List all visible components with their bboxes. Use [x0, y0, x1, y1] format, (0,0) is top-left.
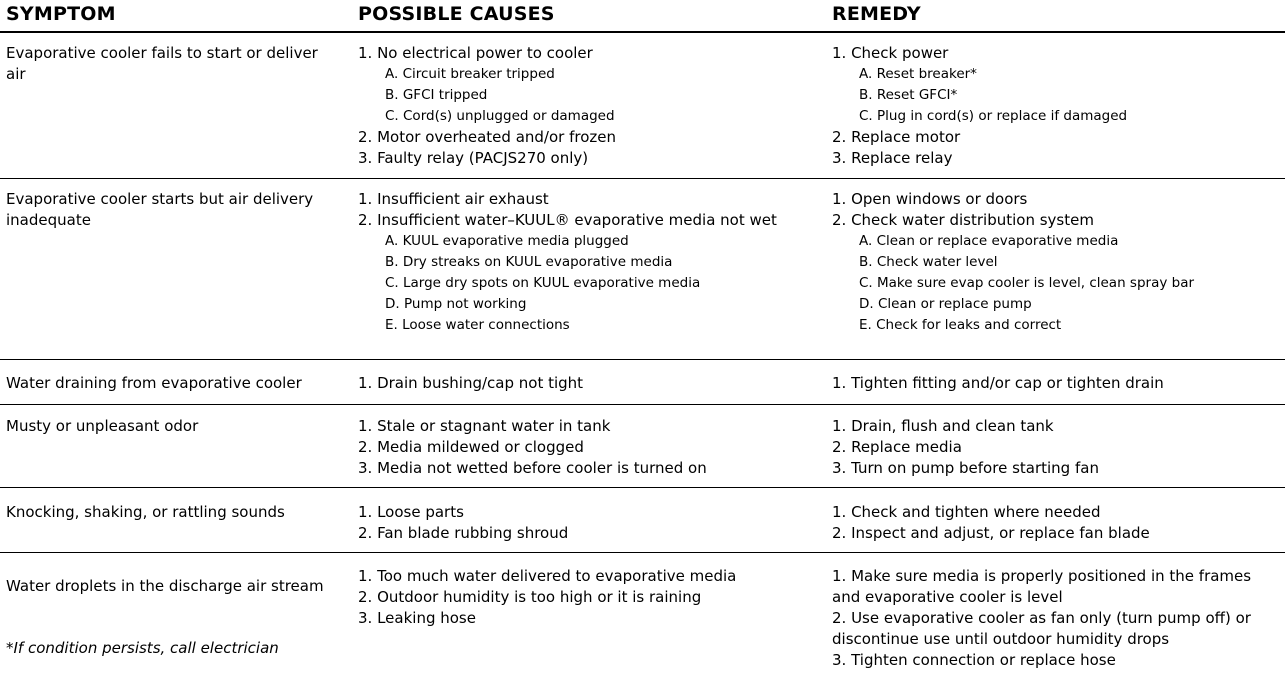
- causes-cell: [352, 43, 826, 169]
- remedy-line: 3. Tighten connection or replace hose: [832, 651, 1116, 669]
- remedy-line: 1. Check and tighten where needed: [832, 503, 1101, 521]
- cause-line: 1. No electrical power to cooler: [358, 44, 593, 62]
- remedy-line: 2. Replace motor: [832, 128, 961, 146]
- cause-line: 1. Too much water delivered to evaporative media: [358, 567, 737, 585]
- cause-line: C. Cord(s) unplugged or damaged: [385, 108, 615, 124]
- cause-line: 2. Fan blade rubbing shroud: [358, 524, 569, 542]
- symptom-cell: [0, 43, 352, 169]
- remedy-line: 1. Drain, flush and clean tank: [832, 417, 1054, 435]
- remedy-line: A. Reset breaker*: [859, 66, 977, 82]
- table-row: [0, 360, 1285, 405]
- symptom-text: Evaporative cooler starts but air delivery inadequate: [6, 190, 314, 229]
- cause-line: 1. Stale or stagnant water in tank: [358, 417, 611, 435]
- cause-line: D. Pump not working: [385, 296, 527, 312]
- remedy-line: 2. Use evaporative cooler as fan only (turn pump off) or discontinue use until outdoor humidity drops: [832, 609, 1251, 648]
- table-row: [0, 33, 1285, 179]
- remedy-line: 1. Tighten fitting and/or cap or tighten drain: [832, 374, 1164, 392]
- causes-cell: [352, 502, 826, 544]
- remedy-line: C. Make sure evap cooler is level, clean spray bar: [859, 275, 1195, 291]
- cause-line: 3. Leaking hose: [358, 609, 476, 627]
- column-header-symptom: SYMPTOM: [6, 3, 116, 25]
- cause-line: 3. Media not wetted before cooler is turned on: [358, 459, 707, 477]
- symptom-text: Knocking, shaking, or rattling sounds: [6, 503, 285, 521]
- table-row: [0, 488, 1285, 553]
- cause-line: B. GFCI tripped: [385, 87, 488, 103]
- remedy-line: 1. Open windows or doors: [832, 190, 1028, 208]
- symptom-cell: [0, 416, 352, 479]
- table-body: [0, 33, 1285, 674]
- footnote: *If condition persists, call electrician: [6, 639, 279, 657]
- remedy-line: 2. Check water distribution system: [832, 211, 1094, 229]
- remedy-cell: [826, 43, 1285, 169]
- cause-line: C. Large dry spots on KUUL evaporative media: [385, 275, 701, 291]
- remedy-line: E. Check for leaks and correct: [859, 317, 1062, 333]
- column-header-possible-causes: POSSIBLE CAUSES: [358, 3, 555, 25]
- cause-line: 2. Media mildewed or clogged: [358, 438, 584, 456]
- cause-line: 2. Outdoor humidity is too high or it is raining: [358, 588, 702, 606]
- remedy-cell: [826, 189, 1285, 336]
- remedy-line: A. Clean or replace evaporative media: [859, 233, 1119, 249]
- symptom-text: Musty or unpleasant odor: [6, 417, 199, 435]
- cause-line: A. KUUL evaporative media plugged: [385, 233, 629, 249]
- cause-line: 2. Motor overheated and/or frozen: [358, 128, 616, 146]
- remedy-line: 1. Make sure media is properly positioned in the frames and evaporative cooler is level: [832, 567, 1252, 606]
- cause-line: 2. Insufficient water–KUUL® evaporative media not wet: [358, 211, 777, 229]
- cause-line: B. Dry streaks on KUUL evaporative media: [385, 254, 673, 270]
- remedy-line: D. Clean or replace pump: [859, 296, 1032, 312]
- cause-line: A. Circuit breaker tripped: [385, 66, 555, 82]
- cause-line: 1. Insufficient air exhaust: [358, 190, 549, 208]
- remedy-line: 1. Check power: [832, 44, 949, 62]
- causes-cell: [352, 373, 826, 394]
- cause-line: 1. Drain bushing/cap not tight: [358, 374, 584, 392]
- cause-line: E. Loose water connections: [385, 317, 570, 333]
- symptom-cell: [0, 373, 352, 394]
- symptom-cell: [0, 189, 352, 336]
- remedy-line: 2. Inspect and adjust, or replace fan blade: [832, 524, 1150, 542]
- symptom-text: Evaporative cooler fails to start or deliver air: [6, 44, 318, 83]
- remedy-line: C. Plug in cord(s) or replace if damaged: [859, 108, 1128, 124]
- remedy-cell: [826, 416, 1285, 479]
- cause-line: 3. Faulty relay (PACJS270 only): [358, 149, 589, 167]
- remedy-line: 3. Turn on pump before starting fan: [832, 459, 1099, 477]
- table-row: [0, 179, 1285, 360]
- remedy-cell: [826, 566, 1285, 671]
- remedy-line: B. Check water level: [859, 254, 998, 270]
- symptom-text: Water droplets in the discharge air stream: [6, 577, 324, 595]
- remedy-line: B. Reset GFCI*: [859, 87, 958, 103]
- remedy-cell: [826, 373, 1285, 394]
- column-header-remedy: REMEDY: [832, 3, 921, 25]
- cause-line: 1. Loose parts: [358, 503, 464, 521]
- remedy-line: 3. Replace relay: [832, 149, 953, 167]
- causes-cell: [352, 566, 826, 671]
- causes-cell: [352, 416, 826, 479]
- causes-cell: [352, 189, 826, 336]
- remedy-line: 2. Replace media: [832, 438, 962, 456]
- table-row: [0, 405, 1285, 488]
- remedy-cell: [826, 502, 1285, 544]
- table-header-row: [0, 0, 1285, 33]
- symptom-text: Water draining from evaporative cooler: [6, 374, 302, 392]
- symptom-cell: [0, 502, 352, 544]
